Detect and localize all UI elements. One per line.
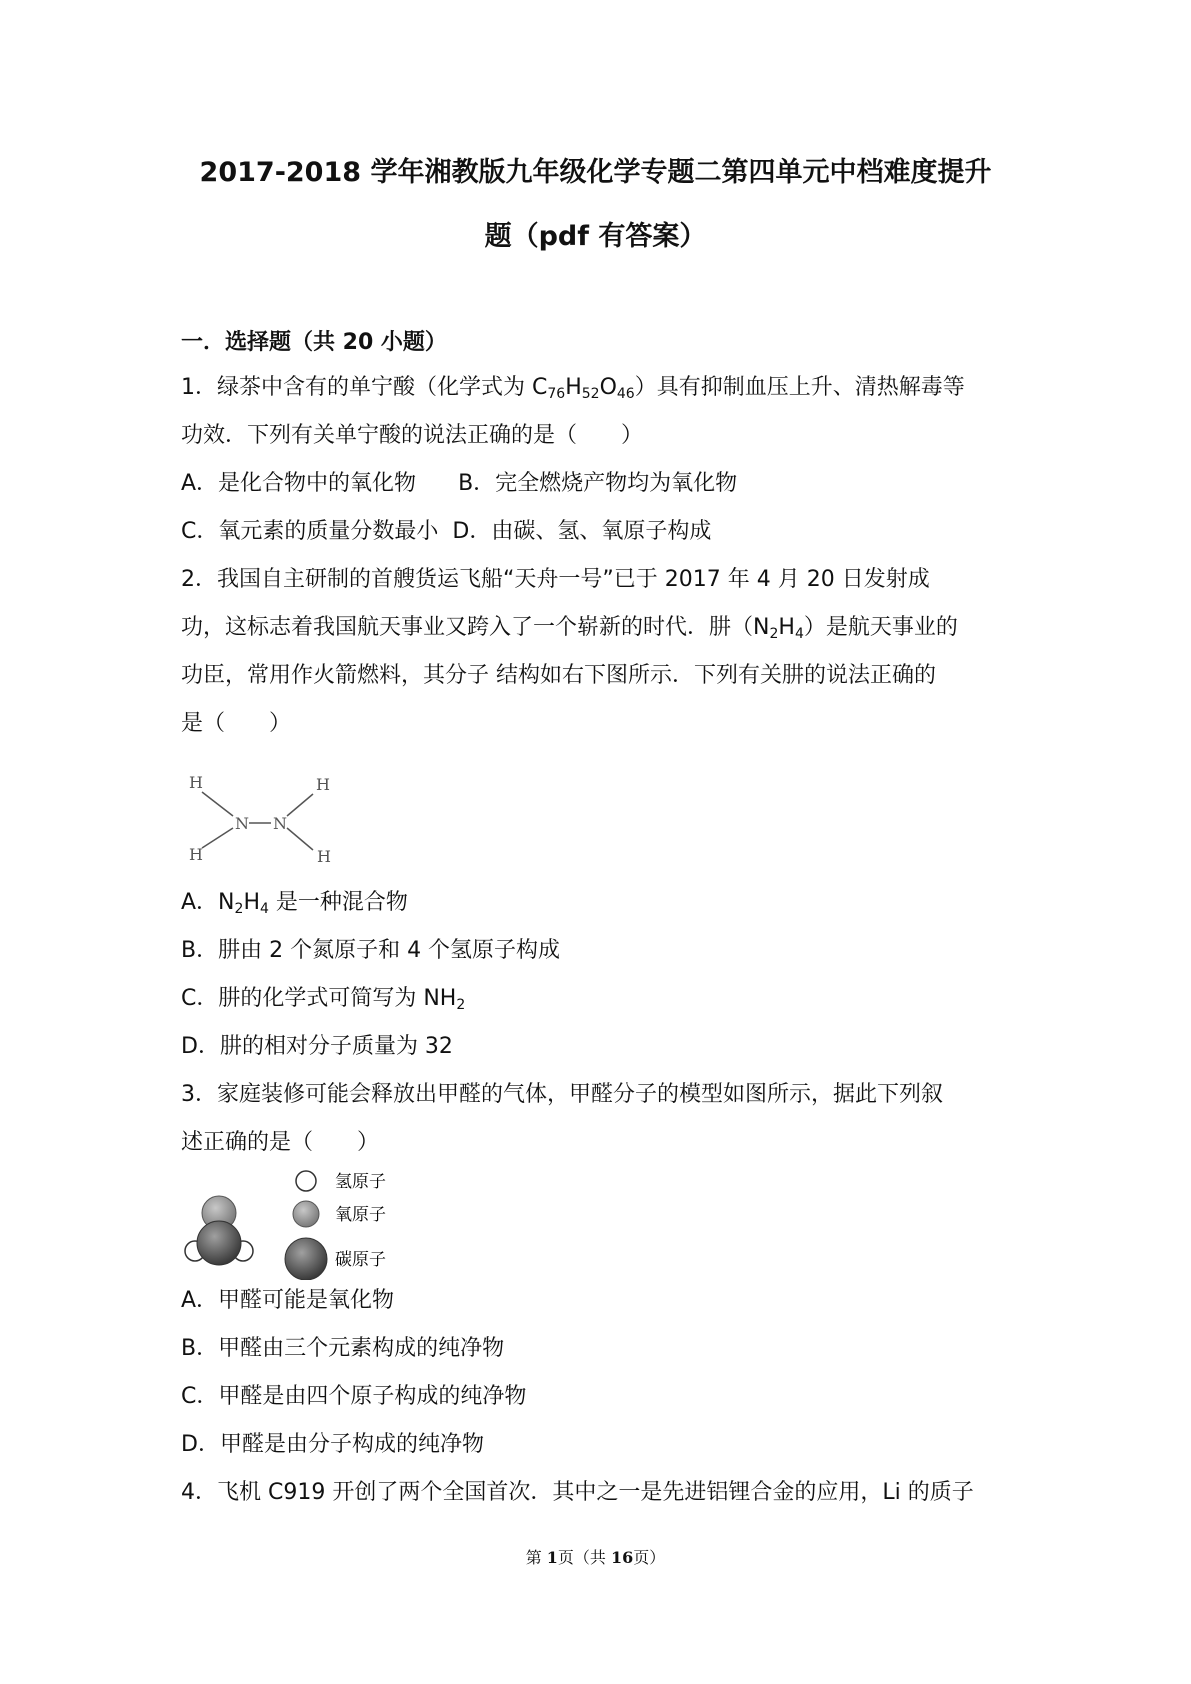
hydrogen-legend-label: 氢原子 bbox=[335, 1172, 386, 1192]
current-page-number: 1 bbox=[546, 1548, 558, 1567]
section-heading: 一．选择题（共 20 小题） bbox=[181, 330, 447, 355]
q3-stem-line-2: 述正确的是（ ） bbox=[181, 1130, 380, 1155]
bond-line bbox=[287, 794, 313, 816]
q1-option-a: A．是化合物中的氧化物 bbox=[181, 471, 417, 496]
q2-option-a: A．$N_2H_4$ 是一种混合物 bbox=[181, 890, 408, 917]
q2-stem-line-3: 功臣，常用作火箭燃料，其分子 结构如右下图所示．下列有关肼的说法正确的 bbox=[181, 663, 936, 688]
q4-stem-line-1: 4．飞机 C919 开创了两个全国首次．其中之一是先进铝锂合金的应用，Li 的质子 bbox=[181, 1480, 974, 1505]
q1-options-row-2 bbox=[181, 517, 1021, 547]
oxygen-legend-label: 氧原子 bbox=[335, 1205, 386, 1225]
n-atom-label: N bbox=[273, 814, 287, 833]
q2-option-b: B．肼由 2 个氮原子和 4 个氢原子构成 bbox=[181, 938, 561, 963]
document-title-line-1: 2017-2018 学年湘教版九年级化学专题二第四单元中档难度提升 bbox=[199, 157, 992, 188]
q1-option-b: B．完全燃烧产物均为氧化物 bbox=[458, 471, 738, 496]
q1-options-row-1 bbox=[181, 469, 1021, 499]
q1-stem-line-2: 功效．下列有关单宁酸的说法正确的是（ ） bbox=[181, 423, 644, 448]
q1-stem-line-1: 1．绿茶中含有的单宁酸（化学式为 $C_{76}H_{52}O_{46}$）具有抑制血压上升、清热解毒等 bbox=[181, 375, 965, 402]
q2-option-c: C．肼的化学式可简写为 $NH_2$ bbox=[181, 986, 466, 1013]
bond-line bbox=[202, 828, 233, 848]
q2-stem-line-2: 功，这标志着我国航天事业又跨入了一个崭新的时代．肼$(N_2H_4)$是航天事业的 bbox=[181, 615, 958, 642]
oxygen-legend-icon bbox=[293, 1201, 319, 1227]
q1-option-d: D．由碳、氢、氧原子构成 bbox=[452, 519, 712, 544]
carbon-atom bbox=[197, 1221, 241, 1265]
bond-line bbox=[287, 828, 313, 850]
n-atom-label: N bbox=[235, 814, 249, 833]
document-title-line-2: 题（pdf 有答案） bbox=[484, 221, 707, 252]
h-atom-label: H bbox=[189, 773, 203, 792]
q2-option-d: D．肼的相对分子质量为 32 bbox=[181, 1034, 453, 1059]
q3-option-a: A．甲醛可能是氧化物 bbox=[181, 1288, 395, 1313]
hydrazine-structure-figure bbox=[185, 770, 335, 870]
q3-option-c: C．甲醛是由四个原子构成的纯净物 bbox=[181, 1384, 527, 1409]
h-atom-label: H bbox=[189, 845, 203, 864]
q2-stem-line-4: 是（ ） bbox=[181, 711, 292, 736]
carbon-legend-icon bbox=[285, 1238, 327, 1280]
q1-option-c: C．氧元素的质量分数最小 bbox=[181, 519, 439, 544]
page-footer: 第 1页（共 16页） bbox=[525, 1548, 666, 1567]
h-atom-label: H bbox=[316, 775, 330, 794]
bond-line bbox=[202, 792, 233, 816]
q3-stem-line-1: 3．家庭装修可能会释放出甲醛的气体，甲醛分子的模型如图所示，据此下列叙 bbox=[181, 1082, 943, 1107]
formaldehyde-model-figure bbox=[180, 1165, 420, 1280]
q3-option-b: B．甲醛由三个元素构成的纯净物 bbox=[181, 1336, 505, 1361]
hydrogen-legend-icon bbox=[296, 1171, 316, 1191]
total-pages: 16 bbox=[611, 1548, 634, 1567]
q3-option-d: D．甲醛是由分子构成的纯净物 bbox=[181, 1432, 484, 1457]
q2-stem-line-1: 2．我国自主研制的首艘货运飞船“天舟一号”已于 2017 年 4 月 20 日发射成 bbox=[181, 567, 930, 592]
carbon-legend-label: 碳原子 bbox=[335, 1250, 386, 1270]
h-atom-label: H bbox=[317, 847, 331, 866]
